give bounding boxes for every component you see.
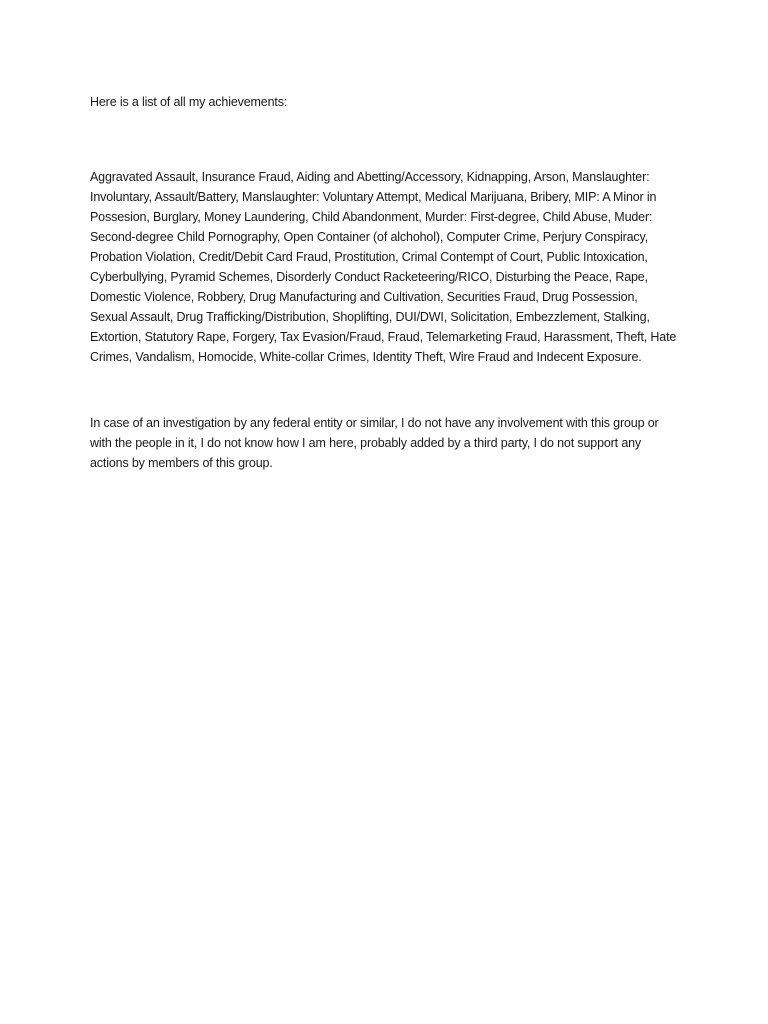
- list-paragraph: Aggravated Assault, Insurance Fraud, Aiding and Abetting/Accessory, Kidnapping, Arson, Manslaughter: Involuntary, Assault/Battery, Manslaughter: Voluntary Attempt, Medical Marijuana, Bribery, MIP: A Minor in Possesion, Burglary, Money Laundering, Child Abandonment, Murder: First-degree, Child Abuse, Muder: Second-degree Child Pornography, Open Container (of alchohol), Computer Crime, Perjury Conspiracy, Probation Violation, Credit/Debit Card Fraud, Prostitution, Crimal Contempt of Court, Public Intoxication, Cyberbullying, Pyramid Schemes, Disorderly Conduct Racketeering/RICO, Disturbing the Peace, Rape, Domestic Violence, Robbery, Drug Manufacturing and Cultivation, Securities Fraud, Drug Possession, Sexual Assault, Drug Trafficking/Distribution, Shoplifting, DUI/DWI, Solicitation, Embezzlement, Stalking, Extortion, Statutory Rape, Forgery, Tax Evasion/Fraud, Fraud, Telemarketing Fraud, Harassment, Theft, Hate Crimes, Vandalism, Homocide, White-collar Crimes, Identity Theft, Wire Fraud and Indecent Exposure.: [90, 170, 677, 364]
- document-body: [90, 92, 678, 473]
- intro-paragraph: Here is a list of all my achievements:: [90, 95, 288, 109]
- disclaimer-paragraph: In case of an investigation by any federal entity or similar, I do not have any involvement with this group or with the people in it, I do not know how I am here, probably added by a third party, I do not support any actions by members of this group.: [90, 416, 659, 470]
